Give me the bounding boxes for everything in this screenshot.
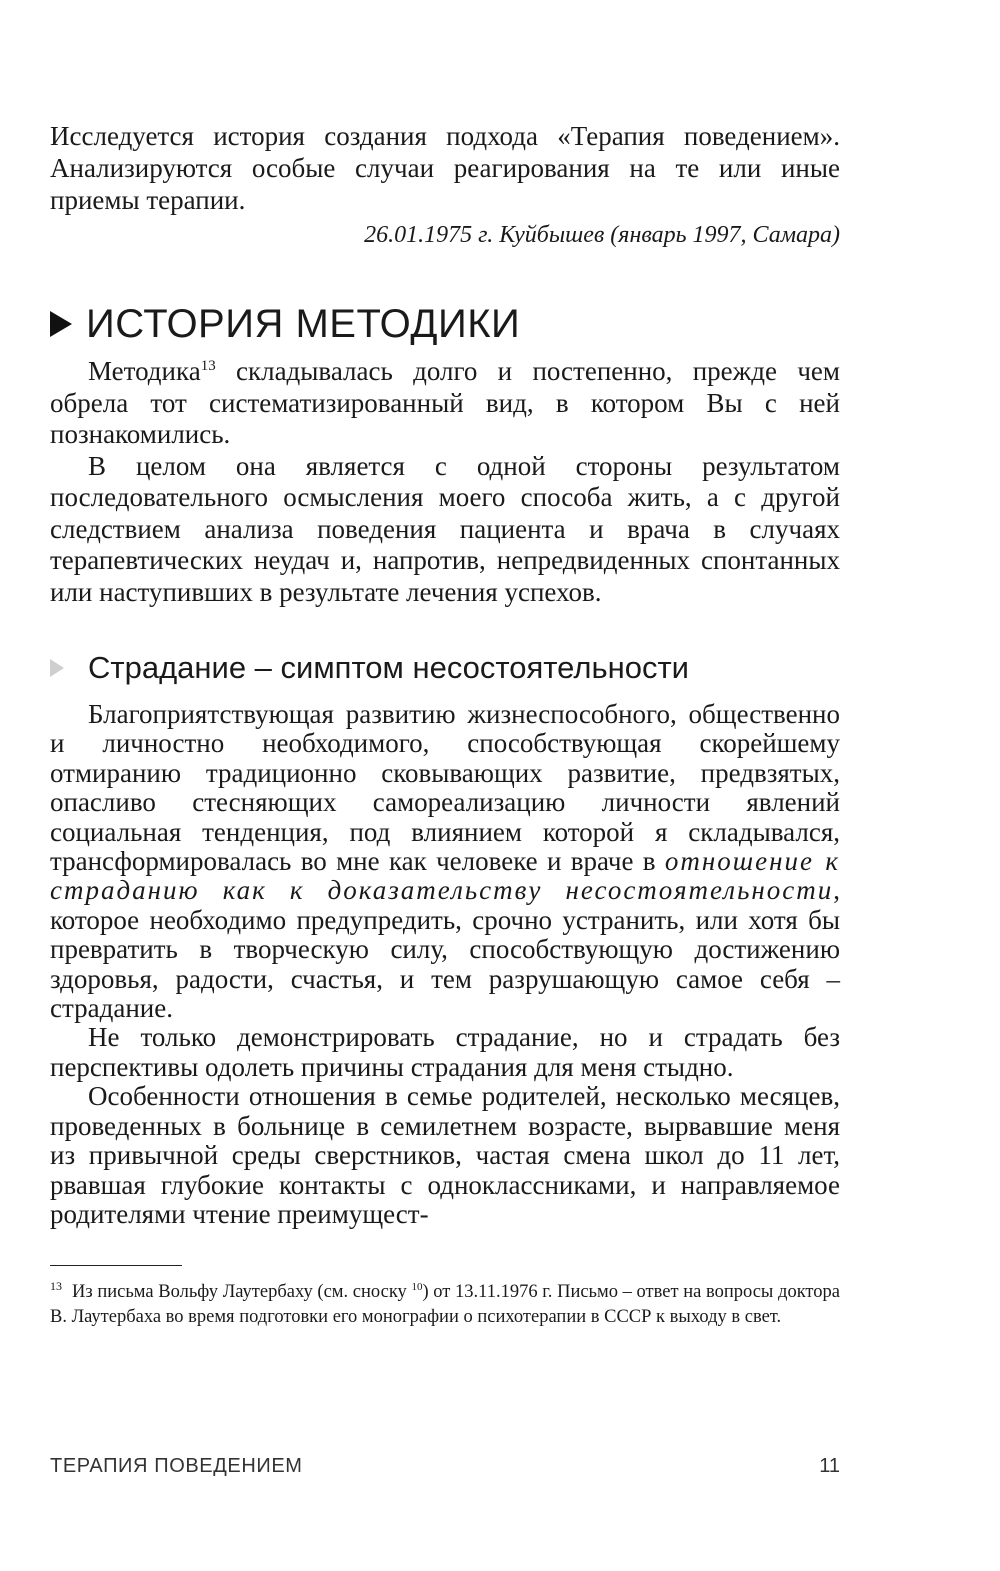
light-triangle-bullet-icon [50,659,64,677]
section-heading-history-text: ИСТОРИЯ МЕТОДИКИ [86,302,521,346]
footnote-mark: 13 [50,1278,62,1293]
paragraph [50,700,840,1023]
paragraph: В целом она является с одной стороны результатом последовательного осмысления моего способа жить, а с другой следствием анализа поведения пациента и врача в случаях терапевтических неудач и, напротив, непредвиденных спонтанных или наступивших в результате лечения успехов. [50,450,840,607]
footnote-text-a: Из письма Вольфу Лаутербаху (см. сноску [72,1282,412,1302]
triangle-bullet-icon [50,311,72,337]
subsection-heading-suffering-text: Страдание – симптом несостоятельности [88,650,689,685]
footnote [50,1280,840,1330]
section-heading-history [50,300,840,348]
emphasized-phrase: отношение к страданию как к доказательству несостоятельности [50,846,840,906]
intro-text: Исследуется история создания подхода «Терапия поведением». Анализируются особые случаи реагирования на те или иные приемы терапии. [50,121,840,215]
footnote-ref-13: 13 [200,358,216,374]
paragraph-lead-word: Методика [88,356,201,386]
paragraph-end: , которое необходимо предупредить, срочно устранить, или хотя бы превратить в творческую силу, способствующую достижению здоровья, радости, счастья, и тем разрушающую самое себя – страдание. [50,875,840,1024]
paragraph: Особенности отношения в семье родителей, несколько месяцев, проведенных в больнице в семилетнем возрасте, вырвавшие меня из привычной среды сверстников, частая смена школ до 11 лет, рвавшая глубокие контакты с одноклассниками, и направляемое родителями чтение преимущест- [50,1081,840,1229]
intro-date-line: 26.01.1975 г. Куйбышев (январь 1997, Самара) [364,222,840,248]
running-title: ТЕРАПИЯ ПОВЕДЕНИЕМ [50,1455,303,1477]
paragraph-start: Благоприятствующая развитию жизнеспособного, общественно и личностно необходимого, способствующая скорейшему отмиранию традиционно сковывающих развитие, предвзятых, опасливо стесняющих самореализацию личности явлений социальная тенденция, под влиянием которой я складывался, трансформировалась во мне как человеке и враче в [50,699,840,877]
paragraph: Не только демонстрировать страдание, но и страдать без перспективы одолеть причины страдания для меня стыдно. [50,1022,840,1082]
subsection-suffering-body [50,700,840,1229]
page-number: 11 [819,1455,840,1477]
intro-block [50,120,840,251]
paragraph-rest: складывалась долго и постепенно, прежде чем обрела тот систематизированный вид, в котором Вы с ней познакомились. [50,356,840,449]
footnote-divider [50,1265,182,1266]
section-history-body [50,356,840,608]
footnote-cross-ref: 10 [411,1280,423,1293]
paragraph [50,356,840,451]
footnote-text-b: ) от 13.11.1976 г. Письмо – ответ на вопросы доктора В. Лаутербаха во время подготовки его монографии о психотерапии в СССР к выходу в свет. [50,1282,840,1327]
footnote-text [50,1280,840,1330]
subsection-heading-suffering [50,648,840,688]
